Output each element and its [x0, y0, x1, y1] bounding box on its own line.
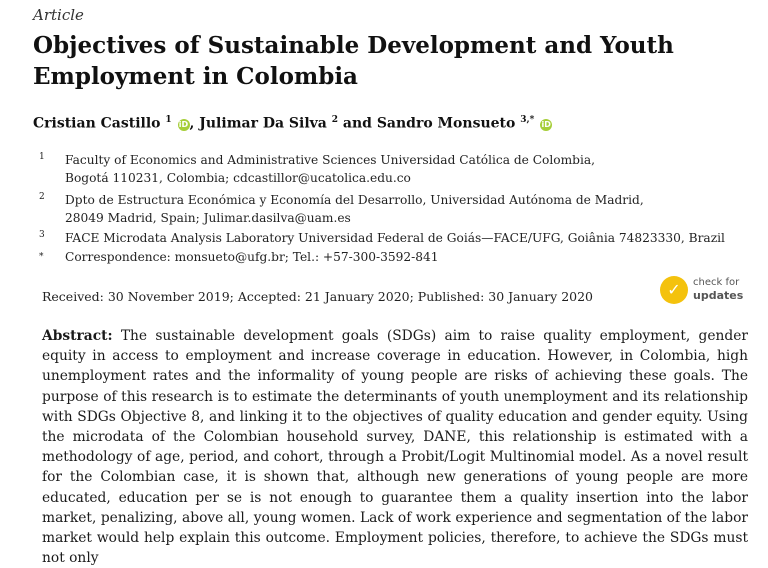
author-separator: , — [189, 115, 200, 132]
author-name: Sandro Monsueto — [376, 115, 516, 132]
abstract-text: The sustainable development goals (SDGs) aim to raise quality employment, gender equity in access to employment and increase coverage in education. However, in Colombia, high unemployment rates and the informality of young people are risks of achieving these goals. The purpose of this research is to estimate the determinants of youth unemployment and its relationship with SDGs Objective 8, and linking it to the objectives of quality education and gender equity. Using the microdata of the Colombian household survey, DANE, this relationship is estimated with a methodology of age, period, and cohort, through a Probit/Logit Multinomial model. As a novel result for the Colombian case, it is shown that, although new generations of young people are more educated, education per se is not enough to guarantee them a quality insertion into the labor market, penalizing, above all, young women. Lack of work experience and segmentation of the labor market would help explain this outcome. Employment policies, therefore, to achieve the SDGs must not only — [42, 328, 748, 567]
author-list — [33, 115, 552, 132]
affiliation-line: Bogotá 110231, Colombia; cdcastillor@ucatolica.edu.co — [65, 171, 411, 185]
author-name: Julimar Da Silva — [199, 115, 327, 132]
affiliation-mark: 3 — [39, 230, 45, 240]
author-separator: and — [342, 115, 377, 132]
author-name: Cristian Castillo — [33, 115, 161, 132]
affiliation-line: Faculty of Economics and Administrative Sciences Universidad Católica de Colombia, — [65, 153, 596, 167]
affiliation-line: 28049 Madrid, Spain; Julimar.dasilva@uam.es — [65, 211, 351, 225]
check-for-updates-line2: updates — [693, 289, 744, 302]
affiliation-line: FACE Microdata Analysis Laboratory Universidad Federal de Goiás—FACE/UFG, Goiânia 74823330, Brazil — [65, 231, 725, 245]
affiliation-mark: 1 — [39, 152, 45, 162]
affiliation-mark: 2 — [39, 192, 45, 202]
abstract — [42, 326, 748, 568]
orcid-icon[interactable]: iD — [541, 119, 551, 129]
paper-title: Objectives of Sustainable Development and Youth Employment in Colombia — [33, 32, 674, 90]
author-affiliation-mark: 1 — [165, 115, 172, 125]
publication-dates: Received: 30 November 2019; Accepted: 21 January 2020; Published: 30 January 2020 — [42, 289, 594, 304]
affiliation-mark: * — [39, 252, 44, 262]
affiliation-line: Dpto de Estructura Económica y Economía del Desarrollo, Universidad Autónoma de Madrid, — [65, 193, 644, 207]
check-icon: ✓ — [660, 276, 688, 304]
check-for-updates-badge[interactable] — [660, 276, 750, 306]
check-for-updates-line1: check for — [693, 277, 740, 288]
article-type: Article — [33, 6, 84, 24]
abstract-label: Abstract: — [42, 328, 113, 344]
orcid-icon[interactable]: iD — [178, 119, 189, 129]
author-affiliation-mark: 3,* — [520, 115, 535, 125]
affiliation-line: Correspondence: monsueto@ufg.br; Tel.: +57-300-3592-841 — [65, 250, 439, 264]
author-affiliation-mark: 2 — [331, 115, 339, 125]
